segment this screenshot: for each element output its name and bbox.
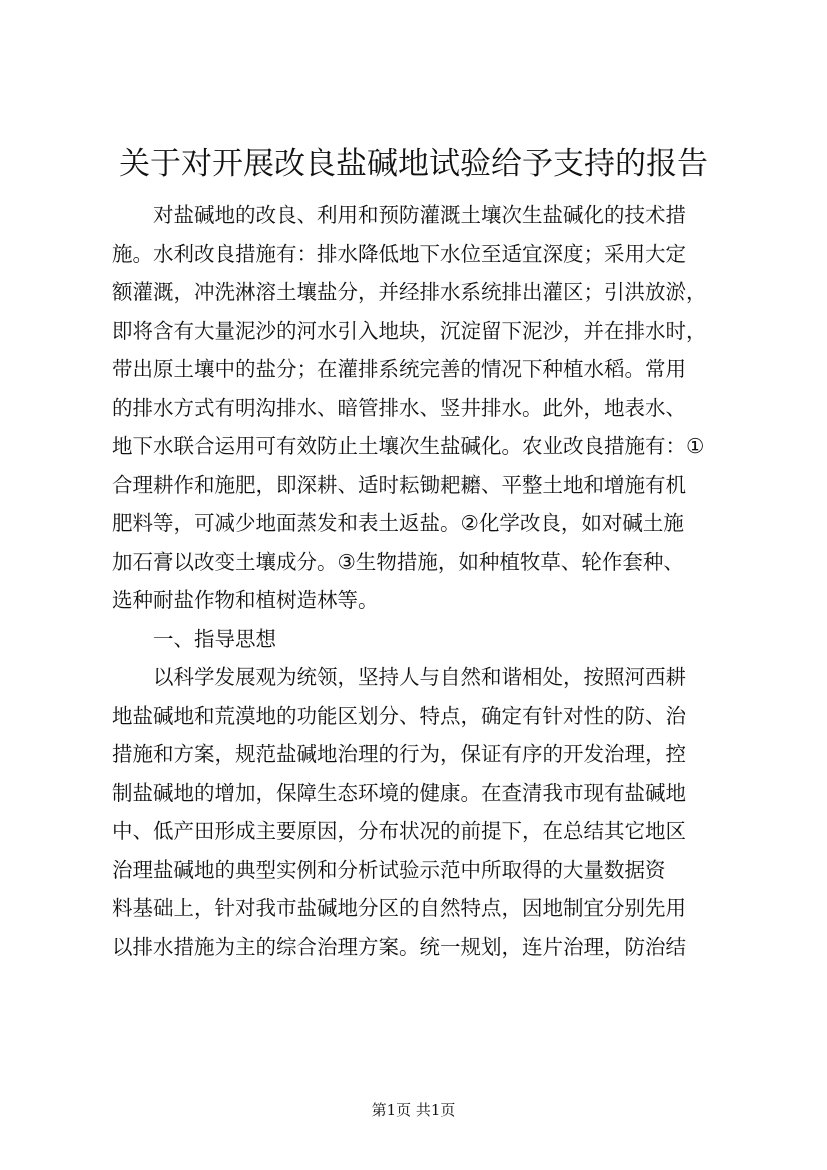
paragraph-line: 措施和方案，规范盐碱地治理的行为，保证有序的开发治理，控 (112, 742, 686, 766)
paragraph-line: 以排水措施为主的综合治理方案。统一规划，连片治理，防治结 (112, 934, 686, 959)
paragraph-line: 制盐碱地的增加，保障生态环境的健康。在查清我市现有盐碱地 (112, 780, 686, 805)
page-footer: 第1页 共1页 (371, 1101, 456, 1119)
document-title: 关于对开展改良盐碱地试验给予支持的报告 (119, 146, 708, 182)
paragraph-line: 中、低产田形成主要原因，分布状况的前提下，在总结其它地区 (112, 819, 686, 843)
section-heading: 一、指导思想 (153, 626, 276, 651)
paragraph-line: 地盐碱地和荒漠地的功能区划分、特点，确定有针对性的防、治 (112, 703, 686, 728)
paragraph-line: 施。水利改良措施有：排水降低地下水位至适宜深度；采用大定 (112, 241, 686, 266)
document-body (112, 196, 752, 966)
paragraph-line: 选种耐盐作物和植树造林等。 (112, 588, 379, 612)
paragraph-line: 地下水联合运用可有效防止土壤次生盐碱化。农业改良措施有：① (112, 434, 705, 458)
paragraph-line: 以科学发展观为统领，坚持人与自然和谐相处，按照河西耕 (153, 665, 686, 689)
paragraph-line: 合理耕作和施肥，即深耕、适时耘锄耙耱、平整土地和增施有机 (112, 472, 686, 497)
paragraph-line: 的排水方式有明沟排水、暗管排水、竖井排水。此外，地表水、 (112, 395, 686, 420)
paragraph-line: 对盐碱地的改良、利用和预防灌溉土壤次生盐碱化的技术措 (153, 203, 686, 227)
paragraph-line: 加石膏以改变土壤成分。③生物措施，如种植牧草、轮作套种、 (112, 549, 684, 574)
paragraph-line: 料基础上，针对我市盐碱地分区的自然特点，因地制宜分别先用 (112, 896, 686, 920)
paragraph-line: 额灌溉，冲洗淋溶土壤盐分，并经排水系统排出灌区；引洪放淤， (112, 280, 707, 304)
paragraph-line: 即将含有大量泥沙的河水引入地块，沉淀留下泥沙，并在排水时， (112, 318, 707, 343)
paragraph-line: 带出原土壤中的盐分；在灌排系统完善的情况下种植水稻。常用 (112, 357, 686, 381)
paragraph-line: 治理盐碱地的典型实例和分析试验示范中所取得的大量数据资 (112, 857, 666, 882)
paragraph-line: 肥料等，可减少地面蒸发和表土返盐。②化学改良，如对碱土施 (112, 511, 684, 535)
